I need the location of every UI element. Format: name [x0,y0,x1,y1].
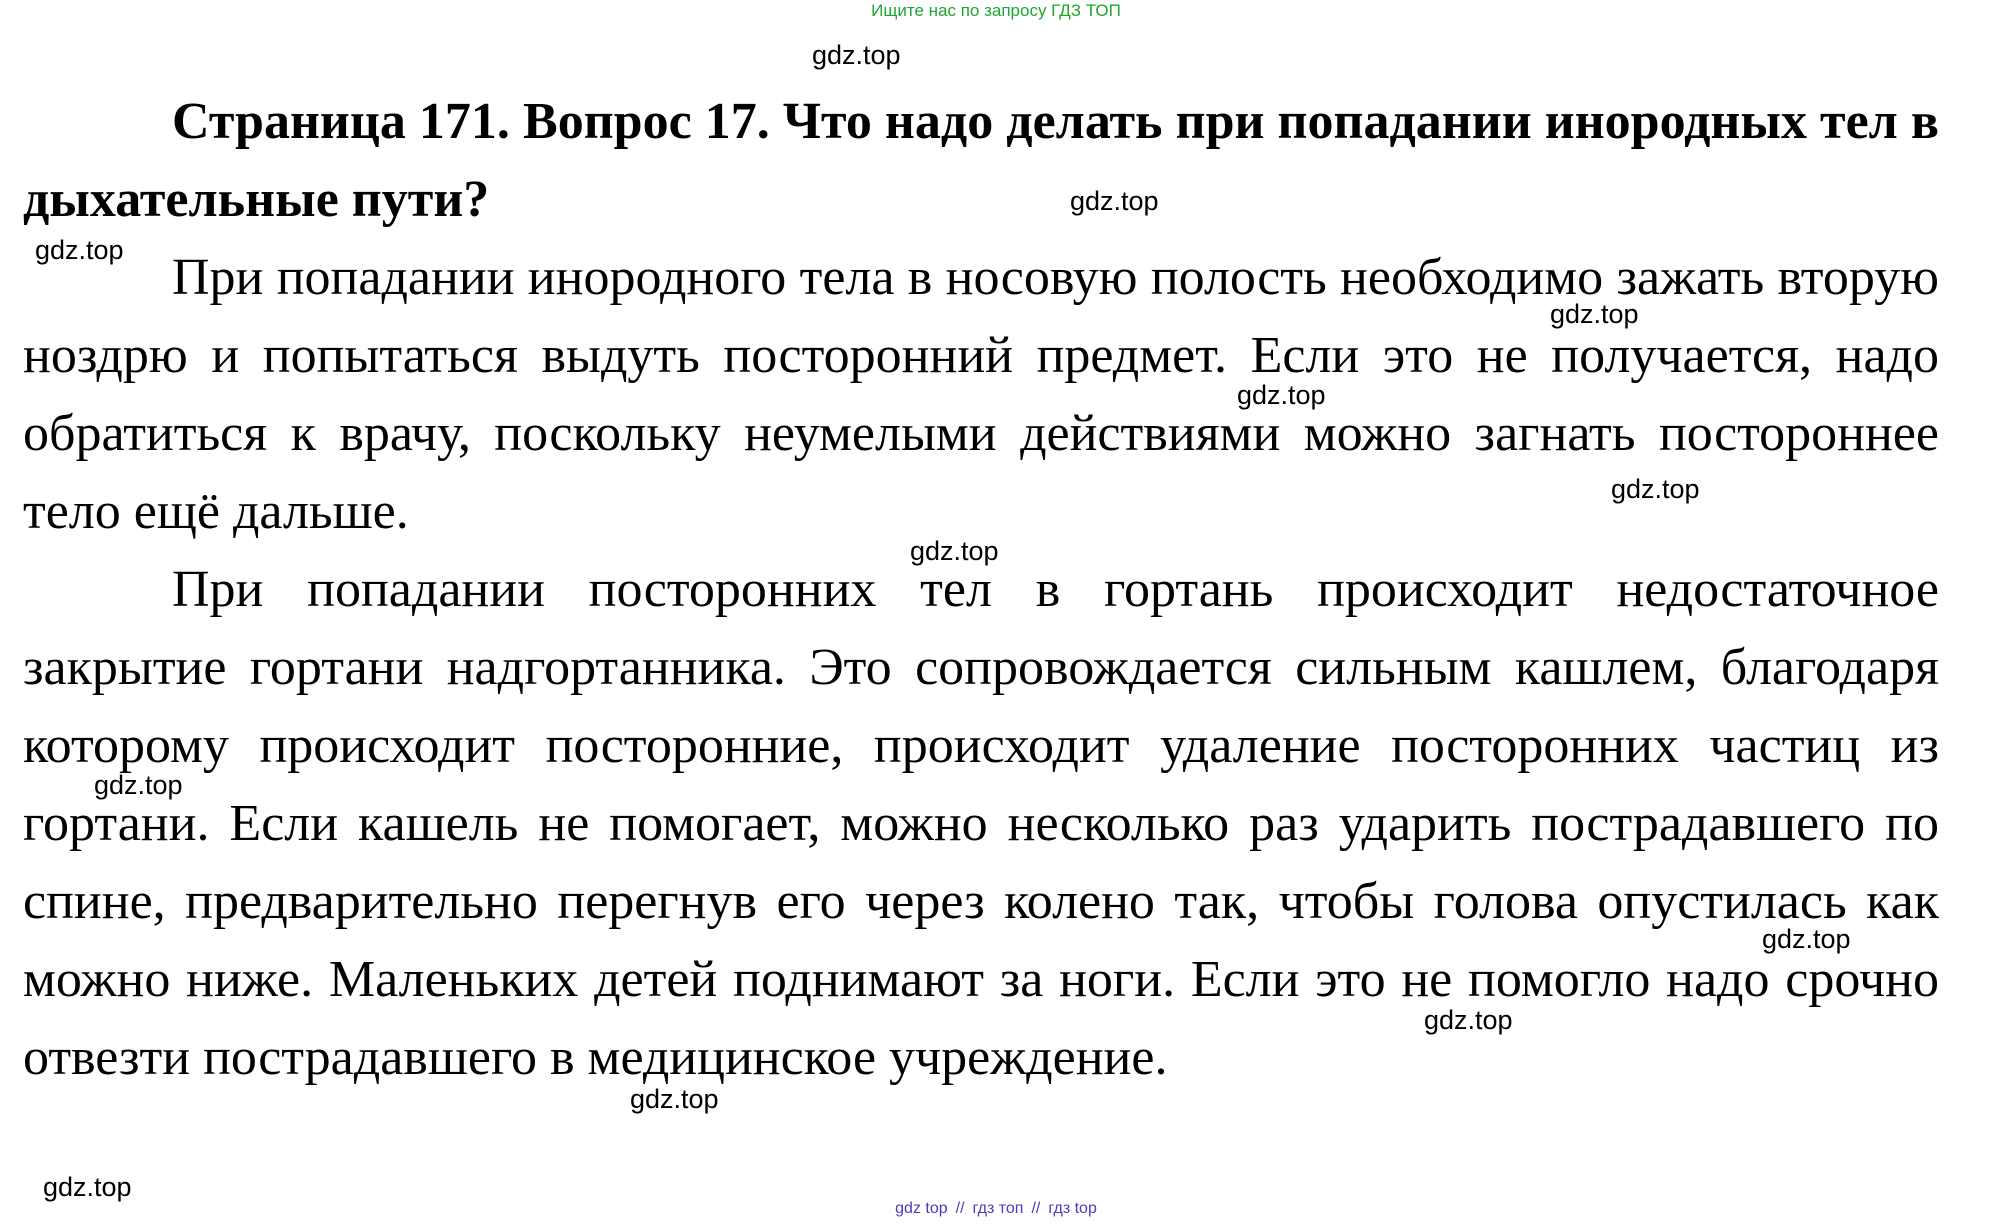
watermark: gdz.top [1611,474,1700,504]
watermark: gdz.top [1424,1005,1513,1035]
question-heading: Страница 171. Вопрос 17. Что надо делать при попадании инородных тел в дыхательные пути? [23,93,1939,228]
watermark: gdz.top [1550,299,1639,329]
answer-paragraph-1: При попадании инородного тела в носовую полость необходимо зажать вторую ноздрю и попытаться выдуть посторонний предмет. Если это не получается, надо обратиться к врачу, поскольку неумелыми действиями можно загнать постороннее тело ещё дальше. [23,249,1939,540]
footer-separator: // [1031,1200,1041,1217]
watermark: gdz.top [35,235,124,265]
footer-link-1[interactable]: gdz top [895,1200,948,1217]
document-content [23,83,1939,1097]
watermark: gdz.top [910,536,999,566]
footer-links [0,1199,1992,1219]
watermark: gdz.top [1070,186,1159,216]
footer-separator: // [955,1200,965,1217]
watermark: gdz.top [630,1084,719,1114]
watermark: gdz.top [43,1172,132,1202]
footer-link-2[interactable]: гдз топ [972,1200,1024,1217]
watermark: gdz.top [94,770,183,800]
answer-paragraph-2: При попадании посторонних тел в гортань происходит недостаточное закрытие гортани надгортанника. Это сопровождается сильным кашлем, благодаря которому происходит посторонние, происходит удаление посторонних частиц из гортани. Если кашель не помогает, можно несколько раз ударить пострадавшего по спине, предварительно перегнув его через колено так, чтобы голова опустилась как можно ниже. Маленьких детей поднимают за ноги. Если это не помогло надо срочно отвезти пострадавшего в медицинское учреждение. [23,561,1939,1086]
watermark: gdz.top [1237,380,1326,410]
watermark: gdz.top [812,40,901,70]
footer-link-3[interactable]: гдз top [1048,1200,1097,1217]
watermark: gdz.top [1762,924,1851,954]
top-banner: Ищите нас по запросу ГДЗ ТОП [871,1,1121,20]
